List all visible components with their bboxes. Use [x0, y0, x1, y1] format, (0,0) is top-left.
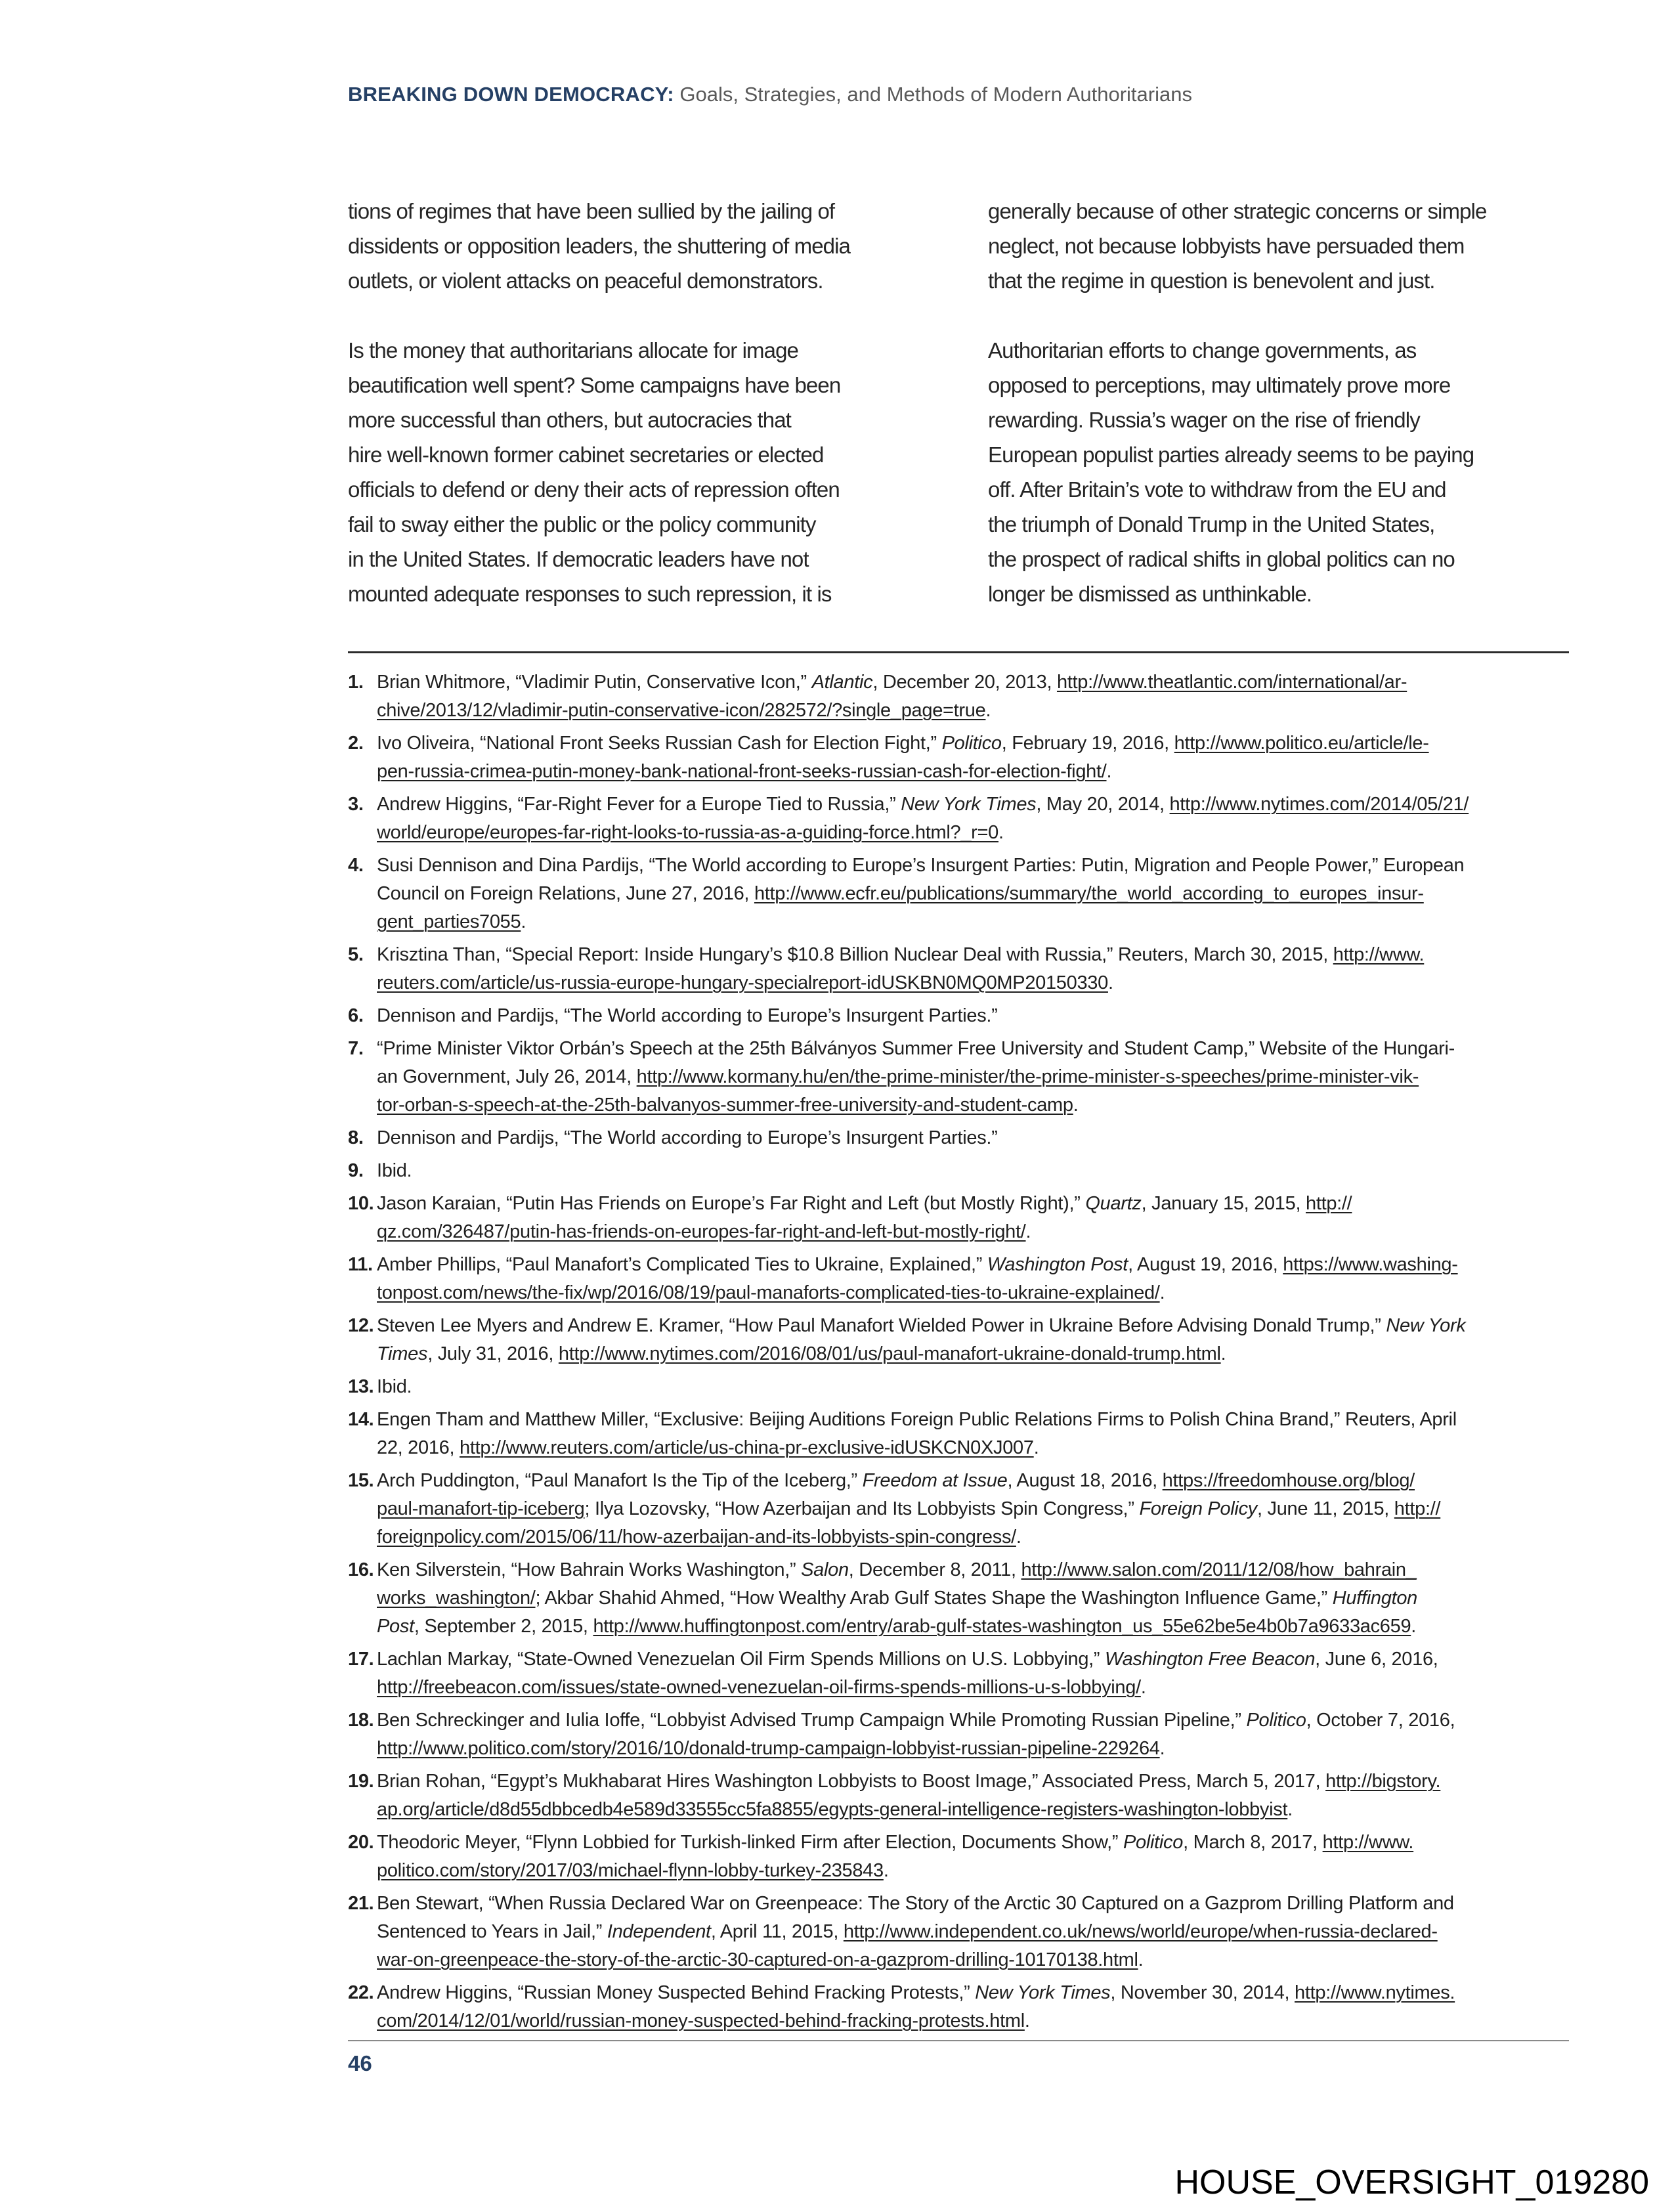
footnote-link[interactable]: http://www.theatlantic.com/international/ar-	[1056, 672, 1407, 693]
footnote-segment: .	[1107, 972, 1113, 993]
footnotes-list	[348, 668, 1648, 2040]
footnote-line	[377, 1613, 1582, 1641]
footnote-link[interactable]: chive/2013/12/vladimir-putin-conservative-icon/282572/?single_page=true	[377, 700, 986, 721]
footnote-text	[377, 729, 1582, 786]
footnote-segment: .	[1033, 1437, 1039, 1458]
footnote-number: 11.	[348, 1254, 373, 1275]
footnote-link[interactable]: http://www.huffingtonpost.com/entry/arab-gulf-states-washington_us_55e62be5e4b0b7a9633ac659	[593, 1616, 1411, 1637]
footnote-link[interactable]: http://www.salon.com/2011/12/08/how_bahrain_	[1021, 1559, 1417, 1580]
body-line: Is the money that authoritarians allocate for image	[348, 338, 798, 362]
footnote-item	[348, 1002, 1648, 1030]
footnote-link[interactable]: http://www.politico.com/story/2016/10/donald-trump-campaign-lobbyist-russian-pipeline-229264	[377, 1738, 1160, 1759]
footnote-link[interactable]: http://www.kormany.hu/en/the-prime-minister/the-prime-minister-s-speeches/prime-minister-vik-	[636, 1066, 1419, 1087]
footnote-line	[377, 2007, 1582, 2035]
footnote-text	[377, 1890, 1582, 1974]
footnote-line	[377, 758, 1582, 786]
footnote-link[interactable]: pen-russia-crimea-putin-money-bank-national-front-seeks-russian-cash-for-election-fight/	[377, 761, 1107, 782]
footnote-number: 6.	[348, 1005, 364, 1026]
footnote-line	[377, 1406, 1582, 1434]
footnote-item	[348, 1556, 1648, 1641]
footnote-link[interactable]: tor-orban-s-speech-at-the-25th-balvanyos-summer-free-university-and-student-camp	[377, 1095, 1073, 1116]
footnote-line	[377, 668, 1582, 697]
footnote-text	[377, 852, 1582, 936]
footnote-segment: Ibid.	[377, 1160, 412, 1181]
footnote-number: 2.	[348, 733, 364, 754]
footnote-segment: Times	[377, 1343, 428, 1364]
body-column-left	[348, 194, 927, 611]
footnote-item	[348, 1373, 1648, 1401]
footnote-text	[377, 1251, 1582, 1307]
footnote-segment: Politico	[1246, 1710, 1306, 1731]
footnote-link[interactable]: com/2014/12/01/world/russian-money-suspected-behind-fracking-protests.html	[377, 2010, 1025, 2031]
footnote-line	[377, 1706, 1582, 1735]
footnote-segment: .	[883, 1860, 889, 1881]
footnote-segment: Ken Silverstein, “How Bahrain Works Washington,”	[377, 1559, 802, 1580]
footnote-line	[377, 1467, 1582, 1495]
body-column-right	[988, 194, 1569, 611]
footnote-segment: .	[985, 700, 991, 721]
footnote-item	[348, 1767, 1648, 1824]
footnote-link[interactable]: http://freebeacon.com/issues/state-owned-venezuelan-oil-firms-spends-millions-u-s-lobbying/	[377, 1677, 1141, 1698]
footnote-item	[348, 1190, 1648, 1246]
body-line: generally because of other strategic concerns or simple	[988, 199, 1487, 223]
footnote-line	[377, 1829, 1582, 1857]
footnote-segment: Council on Foreign Relations, June 27, 2016,	[377, 883, 754, 904]
footnote-line	[377, 852, 1582, 880]
footnote-text	[377, 1035, 1582, 1119]
footnote-text	[377, 1767, 1582, 1824]
footnote-line	[377, 1584, 1582, 1613]
footnote-item	[348, 852, 1648, 936]
footnote-text	[377, 1373, 1582, 1401]
footnote-segment: .	[1025, 1221, 1031, 1242]
footnote-segment: .	[1411, 1616, 1417, 1637]
footnote-item	[348, 1829, 1648, 1885]
footnote-number: 22.	[348, 1982, 374, 2003]
footnote-link[interactable]: http://	[1305, 1193, 1352, 1214]
report-title: BREAKING DOWN DEMOCRACY:	[348, 83, 674, 106]
body-paragraph	[348, 333, 927, 611]
footnote-line	[377, 791, 1582, 819]
footnote-link[interactable]: qz.com/326487/putin-has-friends-on-europes-far-right-and-left-but-mostly-right/	[377, 1221, 1026, 1242]
footnote-segment: “Prime Minister Viktor Orbán’s Speech at the 25th Bálványos Summer Free University and Student Camp,” Website of the Hungari-	[377, 1038, 1455, 1059]
footnote-line	[377, 941, 1582, 969]
footnote-item	[348, 1157, 1648, 1185]
footnote-segment: , August 19, 2016,	[1128, 1254, 1283, 1275]
footnote-line	[377, 1556, 1582, 1584]
footnote-segment: .	[1159, 1738, 1165, 1759]
footnote-item	[348, 1251, 1648, 1307]
footnote-line	[377, 819, 1582, 847]
footnote-segment: , December 20, 2013,	[872, 672, 1057, 693]
body-line: off. After Britain’s vote to withdraw from the EU and	[988, 477, 1446, 502]
footnote-segment: , January 15, 2015,	[1141, 1193, 1306, 1214]
footnote-line	[377, 1645, 1582, 1674]
footnote-line	[377, 1918, 1582, 1946]
footnote-segment: ; Ilya Lozovsky, “How Azerbaijan and Its Lobbyists Spin Congress,”	[584, 1498, 1140, 1519]
footnote-text	[377, 1829, 1582, 1885]
footnote-item	[348, 1124, 1648, 1152]
footnote-line	[377, 1674, 1582, 1702]
footnote-number: 13.	[348, 1376, 374, 1397]
body-line: the prospect of radical shifts in global politics can no	[988, 547, 1455, 571]
footnote-segment: Atlantic	[811, 672, 873, 693]
footnote-number: 5.	[348, 944, 364, 965]
footnote-segment: Ben Stewart, “When Russia Declared War on Greenpeace: The Story of the Arctic 30 Captured on a Gazprom Drilling Platform and	[377, 1893, 1454, 1914]
footnote-number: 20.	[348, 1832, 374, 1853]
footnote-segment: 22, 2016,	[377, 1437, 460, 1458]
body-line: more successful than others, but autocracies that	[348, 408, 791, 432]
footnote-number: 19.	[348, 1771, 374, 1792]
footnote-link[interactable]: http://www.nytimes.com/2014/05/21/	[1169, 794, 1469, 815]
footnote-segment: , May 20, 2014,	[1036, 794, 1170, 815]
footnote-link[interactable]: https://freedomhouse.org/blog/	[1162, 1470, 1415, 1491]
footnote-segment: , August 18, 2016,	[1007, 1470, 1163, 1491]
footnote-segment: Ben Schreckinger and Iulia Ioffe, “Lobbyist Advised Trump Campaign While Promoting Russian Pipeline,”	[377, 1710, 1247, 1731]
footnote-line	[377, 1124, 1582, 1152]
footnote-line	[377, 1373, 1582, 1401]
body-paragraph	[988, 333, 1569, 611]
footnote-segment: Huffington	[1332, 1588, 1417, 1609]
footnote-link[interactable]: reuters.com/article/us-russia-europe-hungary-specialreport-idUSKBN0MQ0MP20150330	[377, 972, 1108, 993]
body-paragraph	[348, 194, 927, 298]
body-paragraph	[988, 194, 1569, 298]
footnote-segment: Brian Whitmore, “Vladimir Putin, Conservative Icon,”	[377, 672, 812, 693]
footnote-segment: Politico	[1123, 1832, 1184, 1853]
footnote-line	[377, 969, 1582, 997]
footnote-segment: Salon	[801, 1559, 849, 1580]
footnote-segment: ; Akbar Shahid Ahmed, “How Wealthy Arab Gulf States Shape the Washington Influence Game,”	[535, 1588, 1333, 1609]
footnote-number: 9.	[348, 1160, 364, 1181]
footnote-text	[377, 1467, 1582, 1551]
footnote-link[interactable]: https://www.washing-	[1283, 1254, 1458, 1275]
footnote-link[interactable]: paul-manafort-tip-iceberg	[377, 1498, 585, 1519]
footnote-number: 10.	[348, 1193, 374, 1214]
footnote-text	[377, 1190, 1582, 1246]
footnote-number: 14.	[348, 1409, 374, 1430]
footnote-link[interactable]: http://	[1394, 1498, 1441, 1519]
footnote-text	[377, 1312, 1582, 1368]
footnote-segment: , February 19, 2016,	[1001, 733, 1174, 754]
running-header	[348, 83, 1192, 106]
footnote-text	[377, 1124, 1582, 1152]
footnote-item	[348, 1312, 1648, 1368]
footnote-segment: , December 8, 2011,	[848, 1559, 1021, 1580]
footnote-segment: Politico	[941, 733, 1002, 754]
footnote-text	[377, 941, 1582, 997]
footnote-link[interactable]: http://bigstory.	[1325, 1771, 1441, 1792]
footnote-segment: Sentenced to Years in Jail,”	[377, 1921, 607, 1942]
footnote-link[interactable]: tonpost.com/news/the-fix/wp/2016/08/19/paul-manaforts-complicated-ties-to-ukraine-explained/	[377, 1282, 1160, 1303]
footnote-line	[377, 908, 1582, 936]
footnote-item	[348, 1979, 1648, 2035]
body-line: opposed to perceptions, may ultimately prove more	[988, 373, 1451, 397]
footnote-number: 4.	[348, 855, 364, 876]
footnote-segment: Washington Post	[987, 1254, 1128, 1275]
footnote-segment: Freedom at Issue	[862, 1470, 1008, 1491]
footnote-segment: Brian Rohan, “Egypt’s Mukhabarat Hires Washington Lobbyists to Boost Image,” Associated Press, March 5, 2017,	[377, 1771, 1326, 1792]
footnote-line	[377, 1002, 1582, 1030]
footnote-number: 8.	[348, 1127, 364, 1148]
footnote-segment: , October 7, 2016,	[1306, 1710, 1455, 1731]
footnote-segment: Post	[377, 1616, 414, 1637]
footnote-segment: Andrew Higgins, “Russian Money Suspected Behind Fracking Protests,”	[377, 1982, 976, 2003]
body-line: in the United States. If democratic leaders have not	[348, 547, 809, 571]
footnote-segment: .	[1073, 1095, 1079, 1116]
footnote-item	[348, 729, 1648, 786]
footnote-line	[377, 1767, 1582, 1796]
footnote-line	[377, 1523, 1582, 1551]
footnote-text	[377, 668, 1582, 725]
footnote-segment: , April 11, 2015,	[710, 1921, 844, 1942]
footnote-line	[377, 1157, 1582, 1185]
footnote-line	[377, 1251, 1582, 1279]
footnote-link[interactable]: world/europe/europes-far-right-looks-to-russia-as-a-guiding-force.html?_r=0	[377, 822, 999, 843]
body-line: the triumph of Donald Trump in the United States,	[988, 512, 1435, 536]
footnote-text	[377, 1002, 1582, 1030]
footnote-link[interactable]: foreignpolicy.com/2015/06/11/how-azerbaijan-and-its-lobbyists-spin-congress/	[377, 1527, 1016, 1548]
footnote-link[interactable]: gent_parties7055	[377, 911, 521, 932]
footnote-link[interactable]: http://www.	[1322, 1832, 1414, 1853]
footnote-number: 21.	[348, 1893, 374, 1914]
footnote-segment: Ivo Oliveira, “National Front Seeks Russian Cash for Election Fight,”	[377, 733, 942, 754]
footnote-segment: , September 2, 2015,	[414, 1616, 593, 1637]
footnote-line	[377, 1218, 1582, 1246]
body-line: longer be dismissed as unthinkable.	[988, 582, 1312, 606]
footnote-item	[348, 791, 1648, 847]
body-line: European populist parties already seems to be paying	[988, 443, 1474, 467]
footnote-link[interactable]: http://www.independent.co.uk/news/world/europe/when-russia-declared-	[843, 1921, 1438, 1942]
footnote-line	[377, 1890, 1582, 1918]
footnote-item	[348, 1890, 1648, 1974]
footnote-text	[377, 1406, 1582, 1462]
body-line: outlets, or violent attacks on peaceful demonstrators.	[348, 269, 823, 293]
footnote-item	[348, 1706, 1648, 1763]
footnote-segment: Engen Tham and Matthew Miller, “Exclusive: Beijing Auditions Foreign Public Relations Firms to Polish China Brand,” Reuters, April	[377, 1409, 1457, 1430]
footnote-line	[377, 880, 1582, 908]
footnote-segment: Andrew Higgins, “Far-Right Fever for a Europe Tied to Russia,”	[377, 794, 901, 815]
footnote-number: 15.	[348, 1470, 374, 1491]
footnote-text	[377, 1979, 1582, 2035]
footnote-number: 17.	[348, 1649, 374, 1670]
footnote-segment: Ibid.	[377, 1376, 412, 1397]
footnote-segment: Amber Phillips, “Paul Manafort’s Complicated Ties to Ukraine, Explained,”	[377, 1254, 987, 1275]
footnote-line	[377, 697, 1582, 725]
footnote-text	[377, 1157, 1582, 1185]
footnote-number: 18.	[348, 1710, 374, 1731]
footnote-segment: .	[1024, 2010, 1030, 2031]
footnote-segment: Susi Dennison and Dina Pardijs, “The World according to Europe’s Insurgent Parties: Putin, Migration and People Power,” European	[377, 855, 1465, 876]
footnote-line	[377, 1063, 1582, 1091]
footnote-segment: New York Times	[975, 1982, 1111, 2003]
report-subtitle: Goals, Strategies, and Methods of Modern Authoritarians	[674, 83, 1192, 106]
footnote-segment: Krisztina Than, “Special Report: Inside Hungary’s $10.8 Billion Nuclear Deal with Russia,” Reuters, March 30, 2015,	[377, 944, 1333, 965]
footnote-segment: .	[1287, 1799, 1293, 1820]
footnote-segment: Quartz	[1085, 1193, 1142, 1214]
footnote-text	[377, 791, 1582, 847]
footnote-segment: Lachlan Markay, “State-Owned Venezuelan Oil Firm Spends Millions on U.S. Lobbying,”	[377, 1649, 1105, 1670]
page-number: 46	[348, 2051, 372, 2075]
body-line: fail to sway either the public or the policy community	[348, 512, 816, 536]
footnote-line	[377, 1946, 1582, 1974]
footnote-line	[377, 1796, 1582, 1824]
footnote-number: 7.	[348, 1038, 364, 1059]
footnote-number: 16.	[348, 1559, 374, 1580]
body-line: officials to defend or deny their acts of repression often	[348, 477, 840, 502]
body-line: Authoritarian efforts to change governments, as	[988, 338, 1417, 362]
bates-stamp: HOUSE_OVERSIGHT_019280	[1174, 2163, 1649, 2201]
footnote-segment: Foreign Policy	[1139, 1498, 1257, 1519]
footnote-line	[377, 1857, 1582, 1885]
footnote-line	[377, 1190, 1582, 1218]
body-line: rewarding. Russia’s wager on the rise of friendly	[988, 408, 1420, 432]
footnote-segment: Jason Karaian, “Putin Has Friends on Europe’s Far Right and Left (but Mostly Right),”	[377, 1193, 1086, 1214]
body-line: beautification well spent? Some campaigns have been	[348, 373, 841, 397]
footnote-segment: .	[1016, 1527, 1021, 1548]
footnote-number: 3.	[348, 794, 364, 815]
footnote-segment: Washington Free Beacon	[1105, 1649, 1316, 1670]
footnote-number: 1.	[348, 672, 364, 693]
footnote-line	[377, 1279, 1582, 1307]
footnote-segment: .	[521, 911, 526, 932]
footnote-link[interactable]: http://www.ecfr.eu/publications/summary/the_world_according_to_europes_insur-	[754, 883, 1424, 904]
footnote-link[interactable]: http://www.nytimes.	[1295, 1982, 1455, 2003]
footnote-text	[377, 1645, 1582, 1702]
footnotes-divider-rule	[348, 651, 1569, 653]
footer-rule	[348, 2040, 1569, 2041]
footnote-link[interactable]: ap.org/article/d8d55dbbcedb4e589d33555cc5fa8855/egypts-general-intelligence-registers-washington-lobbyist	[377, 1799, 1288, 1820]
footnote-text	[377, 1706, 1582, 1763]
footnote-item	[348, 1467, 1648, 1551]
footnote-segment: , March 8, 2017,	[1183, 1832, 1323, 1853]
footnote-item	[348, 1406, 1648, 1462]
footnote-link[interactable]: politico.com/story/2017/03/michael-flynn-lobby-turkey-235843	[377, 1860, 884, 1881]
body-line: hire well-known former cabinet secretaries or elected	[348, 443, 824, 467]
footnote-segment: , November 30, 2014,	[1110, 1982, 1295, 2003]
footnote-item	[348, 1645, 1648, 1702]
footnote-segment: an Government, July 26, 2014,	[377, 1066, 637, 1087]
footnote-line	[377, 1735, 1582, 1763]
footnote-segment: .	[1140, 1677, 1146, 1698]
footnote-segment: .	[1159, 1282, 1165, 1303]
footnote-line	[377, 1979, 1582, 2007]
footnote-item	[348, 941, 1648, 997]
footnote-item	[348, 1035, 1648, 1119]
footnote-segment: .	[1220, 1343, 1226, 1364]
body-line: dissidents or opposition leaders, the shuttering of media	[348, 234, 851, 258]
footnote-segment: Independent	[607, 1921, 711, 1942]
footnote-segment: New York Times	[901, 794, 1037, 815]
footnote-item	[348, 668, 1648, 725]
footnote-link[interactable]: war-on-greenpeace-the-story-of-the-arctic-30-captured-on-a-gazprom-drilling-10170138.html	[377, 1949, 1138, 1970]
footnote-link[interactable]: http://www.politico.eu/article/le-	[1174, 733, 1429, 754]
footnote-segment: , June 11, 2015,	[1256, 1498, 1394, 1519]
footnote-line	[377, 729, 1582, 758]
footnote-link[interactable]: http://www.reuters.com/article/us-china-pr-exclusive-idUSKCN0XJ007	[460, 1437, 1034, 1458]
footnote-segment: .	[1138, 1949, 1144, 1970]
footnote-line	[377, 1434, 1582, 1462]
footnote-line	[377, 1312, 1582, 1340]
footnote-segment: .	[998, 822, 1004, 843]
body-line: that the regime in question is benevolent and just.	[988, 269, 1435, 293]
footnote-segment: Theodoric Meyer, “Flynn Lobbied for Turkish-linked Firm after Election, Documents Show,”	[377, 1832, 1123, 1853]
footnote-line	[377, 1495, 1582, 1523]
footnote-segment: Steven Lee Myers and Andrew E. Kramer, “How Paul Manafort Wielded Power in Ukraine Before Advising Donald Trump,”	[377, 1315, 1386, 1336]
footnote-segment: New York	[1386, 1315, 1466, 1336]
body-line: neglect, not because lobbyists have persuaded them	[988, 234, 1465, 258]
footnote-link[interactable]: http://www.nytimes.com/2016/08/01/us/paul-manafort-ukraine-donald-trump.html	[558, 1343, 1221, 1364]
footnote-line	[377, 1091, 1582, 1119]
footnote-link[interactable]: works_washington/	[377, 1588, 536, 1609]
footnote-line	[377, 1035, 1582, 1063]
body-line: tions of regimes that have been sullied by the jailing of	[348, 199, 835, 223]
footnote-segment: Dennison and Pardijs, “The World according to Europe’s Insurgent Parties.”	[377, 1127, 998, 1148]
body-line: mounted adequate responses to such repression, it is	[348, 582, 832, 606]
footnote-link[interactable]: http://www.	[1333, 944, 1425, 965]
footnote-segment: Arch Puddington, “Paul Manafort Is the Tip of the Iceberg,”	[377, 1470, 863, 1491]
footnote-segment: , July 31, 2016,	[427, 1343, 559, 1364]
footnote-text	[377, 1556, 1582, 1641]
footnote-segment: , June 6, 2016,	[1315, 1649, 1438, 1670]
footnote-segment: Dennison and Pardijs, “The World according to Europe’s Insurgent Parties.”	[377, 1005, 998, 1026]
footnote-number: 12.	[348, 1315, 374, 1336]
footnote-line	[377, 1340, 1582, 1368]
footnote-segment: .	[1106, 761, 1112, 782]
